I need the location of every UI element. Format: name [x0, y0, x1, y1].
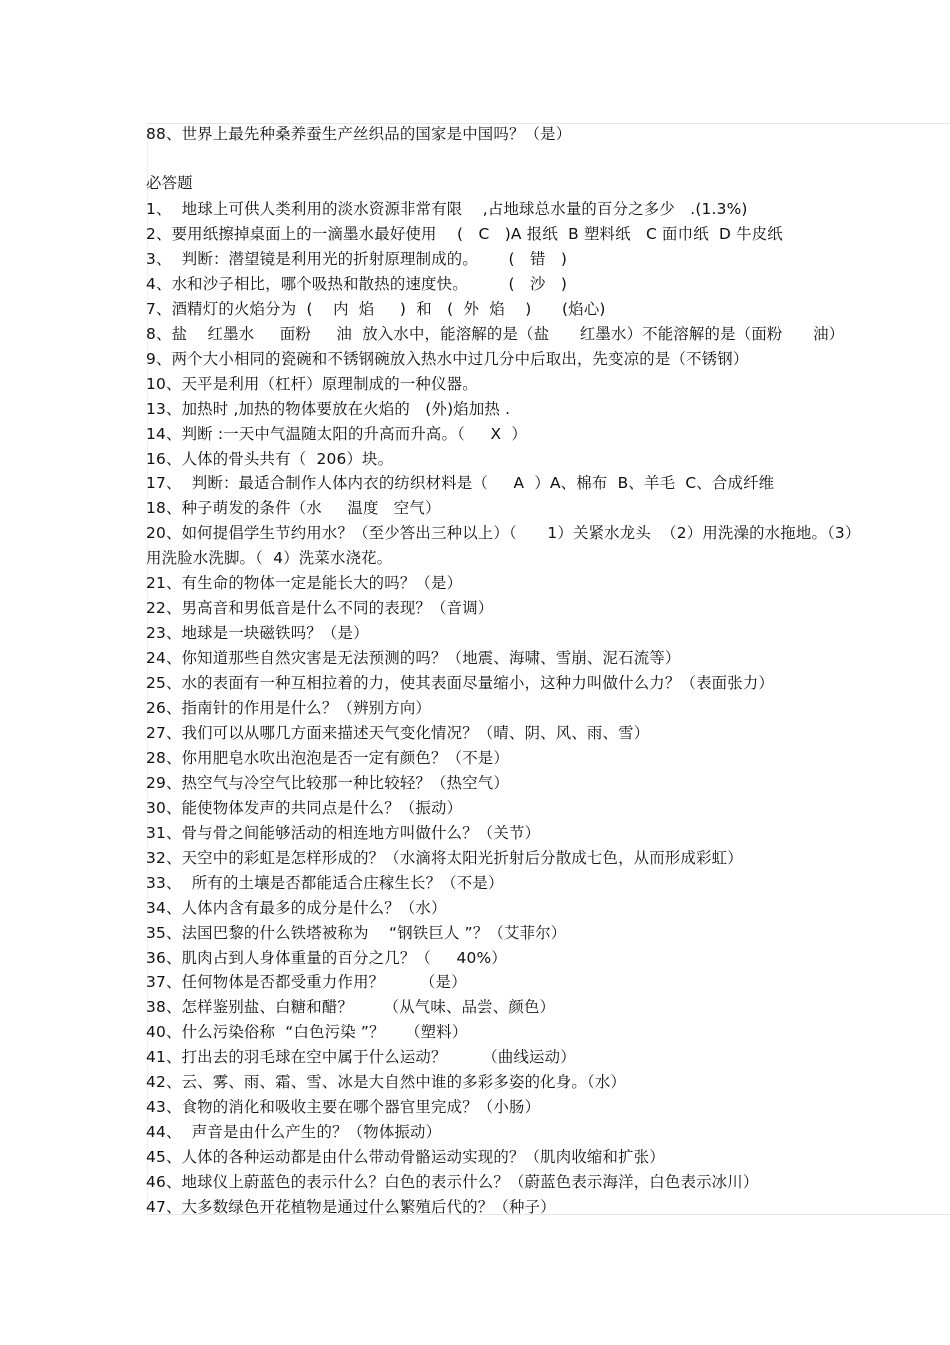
question-line: 47、大多数绿色开花植物是通过什么繁殖后代的？（种子）	[146, 1198, 556, 1216]
question-line: 用洗脸水洗脚。（ 4）洗菜水浇花。	[146, 549, 393, 568]
question-line: 31、骨与骨之间能够活动的相连地方叫做什么？（关节）	[146, 823, 541, 842]
question-line: 33、 所有的土壤是否都能适合庄稼生长？（不是）	[146, 873, 504, 892]
question-line: 37、任何物体是否都受重力作用？ （是）	[146, 973, 467, 992]
question-line: 9、两个大小相同的瓷碗和不锈钢碗放入热水中过几分中后取出，先变凉的是（不锈钢）	[146, 349, 749, 368]
question-line: 13、加热时 ,加热的物体要放在火焰的 (外)焰加热 .	[146, 399, 511, 418]
question-line: 32、天空中的彩虹是怎样形成的？（水滴将太阳光折射后分散成七色，从而形成彩虹）	[146, 848, 743, 867]
question-line: 3、 判断：潜望镜是利用光的折射原理制成的。 ( 错 )	[146, 249, 568, 268]
question-line: 26、指南针的作用是什么？（辨别方向）	[146, 699, 432, 717]
question-line: 22、男高音和男低音是什么不同的表现？（音调）	[146, 599, 494, 618]
question-line: 45、人体的各种运动都是由什么带动骨骼运动实现的？（肌肉收缩和扩张）	[146, 1148, 665, 1167]
question-line: 17、 判断：最适合制作人体内衣的纺织材料是（ A ）A、棉布 B、羊毛 C、合成纤维	[146, 474, 775, 493]
question-line: 25、水的表面有一种互相拉着的力，使其表面尽量缩小，这种力叫做什么力？（表面张力）	[146, 674, 775, 692]
question-line: 2、要用纸擦掉桌面上的一滴墨水最好使用 ( C )A 报纸 B 塑料纸 C 面巾纸 D 牛皮纸	[146, 224, 783, 243]
question-line: 30、能使物体发声的共同点是什么？（振动）	[146, 798, 463, 817]
question-line: 24、你知道那些自然灾害是无法预测的吗？（地震、海啸、雪崩、泥石流等）	[146, 649, 681, 668]
question-line: 43、食物的消化和吸收主要在哪个器官里完成？（小肠）	[146, 1098, 541, 1117]
question-line: 8、盐 红墨水 面粉 油 放入水中，能溶解的是（盐 红墨水）不能溶解的是（面粉 油）	[146, 324, 845, 343]
question-line: 10、天平是利用（杠杆）原理制成的一种仪器。	[146, 374, 478, 393]
question-line: 28、你用肥皂水吹出泡泡是否一定有颜色？（不是）	[146, 748, 509, 767]
question-88: 88、世界上最先种桑养蚕生产丝织品的国家是中国吗？（是）	[146, 125, 572, 143]
question-line: 35、法国巴黎的什么铁塔被称为 “钢铁巨人 ”？（艾菲尔）	[146, 923, 567, 942]
question-line: 40、什么污染俗称 “白色污染 ”？ （塑料）	[146, 1023, 468, 1042]
question-line: 4、水和沙子相比，哪个吸热和散热的速度快。 ( 沙 )	[146, 274, 568, 293]
question-line: 36、肌肉占到人身体重量的百分之几？（ 40%）	[146, 948, 507, 967]
question-line: 14、判断 :一天中气温随太阳的升高而升高。（ X ）	[146, 424, 527, 443]
question-line: 27、我们可以从哪几方面来描述天气变化情况？（晴、阴、风、雨、雪）	[146, 723, 650, 742]
question-line: 46、地球仪上蔚蓝色的表示什么？白色的表示什么？（蔚蓝色表示海洋，白色表示冰川）	[146, 1173, 759, 1191]
question-line: 44、 声音是由什么产生的？（物体振动）	[146, 1123, 442, 1142]
question-line: 38、怎样鉴别盐、白糖和醋？ （从气味、品尝、颜色）	[146, 998, 556, 1017]
question-line: 23、地球是一块磁铁吗？（是）	[146, 624, 369, 643]
question-line: 34、人体内含有最多的成分是什么？（水）	[146, 898, 447, 917]
question-line: 42、云、雾、雨、霜、雪、冰是大自然中谁的多彩多姿的化身。（水）	[146, 1073, 627, 1092]
question-line: 1、 地球上可供人类利用的淡水资源非常有限 ,占地球总水量的百分之多少 .(1.3%)	[146, 200, 748, 218]
question-line: 21、有生命的物体一定是能长大的吗？（是）	[146, 574, 463, 593]
question-line: 7、酒精灯的火焰分为 ( 内 焰 ) 和 ( 外 焰 ) (焰心)	[146, 299, 606, 318]
question-line: 20、如何提倡学生节约用水？（至少答出三种以上）（ 1）关紧水龙头 （2）用洗澡的水拖地。（3）	[146, 524, 861, 543]
question-line: 29、热空气与冷空气比较那一种比较轻？（热空气）	[146, 773, 509, 792]
question-line: 41、打出去的羽毛球在空中属于什么运动？ （曲线运动）	[146, 1048, 576, 1067]
section-title: 必答题	[146, 174, 193, 192]
question-line: 18、种子萌发的条件（水 温度 空气）	[146, 499, 441, 518]
question-line: 16、人体的骨头共有（ 206）块。	[146, 449, 394, 468]
